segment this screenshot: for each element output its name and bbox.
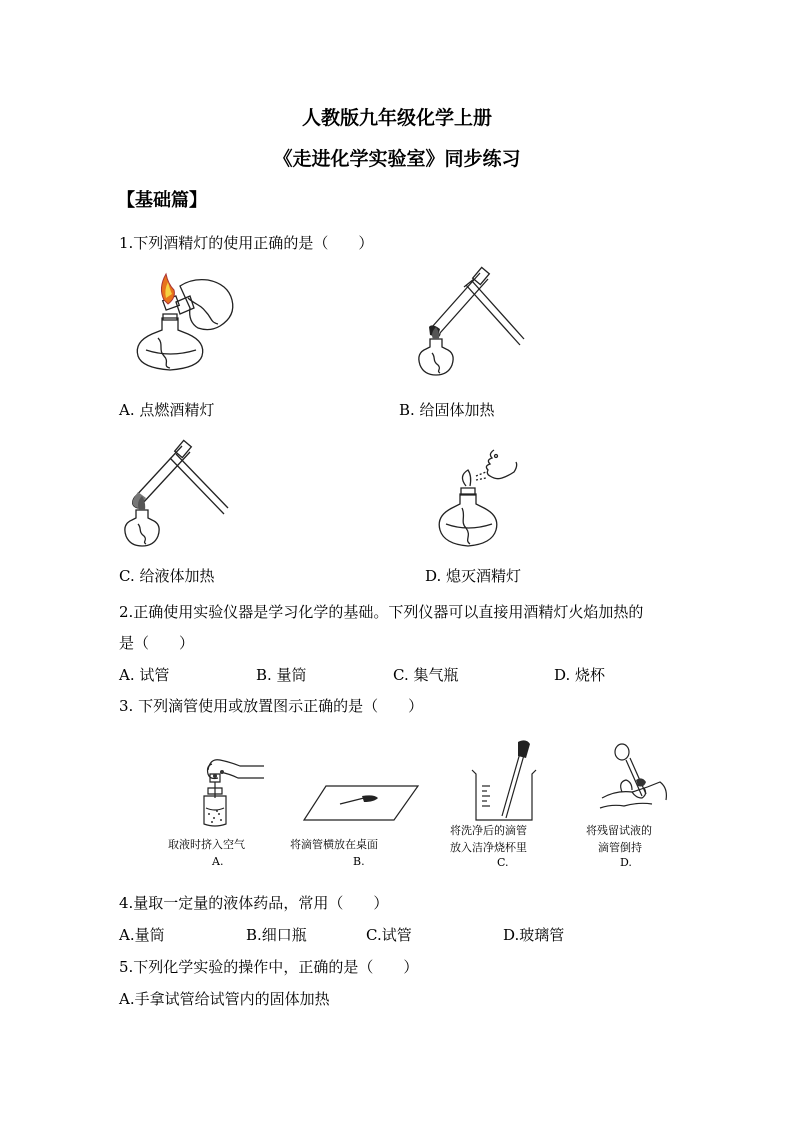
section-label: 【基础篇】	[117, 190, 207, 211]
figure-1b-heating-solid	[410, 265, 532, 380]
question-1-option-c: C. 给液体加热	[119, 567, 215, 585]
question-2-option-b: B. 量筒	[256, 666, 307, 684]
question-1-stem: 1.下列酒精灯的使用正确的是（ ）	[119, 234, 374, 252]
figure-3d-caption-line-1: 将残留试液的	[586, 824, 652, 837]
figure-3d-dropper-inverted	[596, 742, 674, 822]
figure-3b-dropper-on-table	[302, 782, 420, 824]
figure-1d-extinguishing-lamp	[432, 446, 524, 550]
question-5-stem: 5.下列化学实验的操作中，正确的是（ ）	[119, 958, 419, 976]
figure-3b-letter: B.	[353, 855, 365, 868]
question-4-option-d: D.玻璃管	[503, 926, 565, 944]
question-1-option-b: B. 给固体加热	[399, 401, 495, 419]
figure-3a-dropper-squeeze	[190, 752, 270, 828]
question-2-stem-line-2: 是（ ）	[119, 634, 195, 652]
question-2-option-a: A. 试管	[119, 666, 170, 684]
page-title: 人教版九年级化学上册	[301, 107, 492, 129]
figure-3a-letter: A.	[212, 855, 224, 868]
question-1-option-a: A. 点燃酒精灯	[119, 401, 215, 419]
figure-3a-caption: 取液时挤入空气	[168, 838, 245, 851]
question-4-option-c: C.试管	[366, 926, 412, 944]
question-5-option-a: A.手拿试管给试管内的固体加热	[119, 990, 330, 1008]
figure-3d-caption-line-2: 滴管倒持	[598, 841, 642, 854]
figure-3b-caption: 将滴管横放在桌面	[290, 838, 378, 851]
question-2-option-c: C. 集气瓶	[393, 666, 459, 684]
question-4-option-b: B.细口瓶	[246, 926, 307, 944]
question-4-option-a: A.量筒	[119, 926, 165, 944]
figure-1c-heating-liquid	[120, 438, 236, 550]
question-3-stem: 3. 下列滴管使用或放置图示正确的是（ ）	[119, 697, 424, 715]
figure-3d-letter: D.	[620, 856, 632, 869]
figure-3c-caption-line-2: 放入洁净烧杯里	[450, 841, 527, 854]
question-4-stem: 4.量取一定量的液体药品，常用（ ）	[119, 894, 389, 912]
question-2-stem-line-1: 2.正确使用实验仪器是学习化学的基础。下列仪器可以直接用酒精灯火焰加热的	[119, 603, 644, 621]
figure-1a-lighting-lamp	[128, 268, 248, 380]
question-2-option-d: D. 烧杯	[554, 666, 606, 684]
figure-3c-letter: C.	[497, 856, 509, 869]
figure-3c-caption-line-1: 将洗净后的滴管	[450, 824, 527, 837]
figure-3c-dropper-in-beaker	[462, 740, 542, 824]
page-subtitle: 《走进化学实验室》同步练习	[273, 148, 521, 170]
question-1-option-d: D. 熄灭酒精灯	[425, 567, 522, 585]
